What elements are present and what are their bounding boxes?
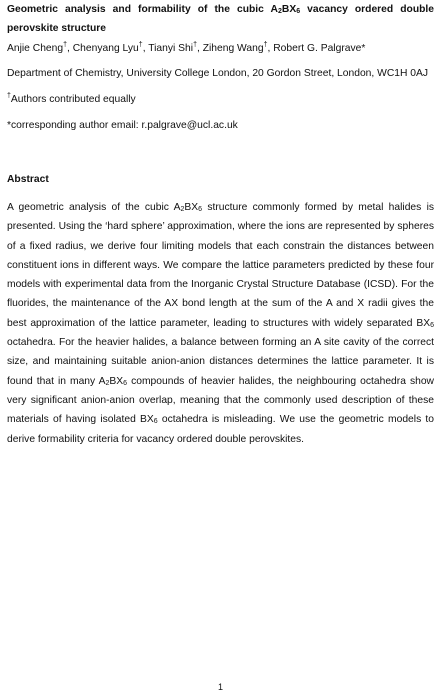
author-list: Anjie Cheng†, Chenyang Lyu†, Tianyi Shi†, Ziheng Wang†, Robert G. Palgrave* [7, 41, 366, 54]
abstract-body: A geometric analysis of the cubic $A_2BX_6$ structure commonly formed by metal halides is presented. Using the ‘hard sphere’ approximation, where the ions are represented by spheres of a fixed radius, we derive four limiting models that each constrain the distances between constituent ions in different ways. We compare the lattice parameters predicted by these four models with experimental data from the Inorganic Crystal Structure Database (ICSD). For the fluorides, the maintenance of the AX bond length at the sum of the A and X radii gives the best approximation of the lattice parameter, leading to structures with widely separated $BX_6$ octahedra. For the heavier halides, a balance between forming an A site cavity of the correct size, and maintaining suitable anion-anion distances determines the lattice parameter. It is found that in many $A_2BX_6$ compounds of heavier halides, the neighbouring octahedra show very significant anion-anion overlap, meaning that the commonly used description of these materials of having isolated $BX_6$ octahedra is misleading. We use the geometric models to derive formability criteria for vacancy ordered double perovskites. [7, 202, 435, 445]
abstract-heading: Abstract [7, 174, 49, 185]
affiliation: Department of Chemistry, University College London, 20 Gordon Street, London, WC1H 0AJ [7, 68, 429, 79]
corresponding-author: *corresponding author email: r.palgrave@ucl.ac.uk [7, 120, 238, 131]
title-line-2: perovskite structure [7, 23, 107, 34]
author-name: Chenyang Lyu [72, 43, 139, 54]
title-line-1: Geometric analysis and formability of the cubic $A_2BX_6$ vacancy ordered double [7, 4, 434, 15]
author-name: Robert G. Palgrave* [273, 43, 366, 54]
dagger-mark: † [7, 92, 11, 100]
dagger-mark: † [193, 41, 197, 49]
author-name: Tianyi Shi [148, 43, 194, 54]
equal-contribution-note: †Authors contributed equally [7, 92, 136, 105]
dagger-mark: † [138, 41, 143, 49]
author-name: Anjie Cheng [7, 43, 64, 54]
author-name: Ziheng Wang [202, 43, 264, 54]
dagger-mark: † [263, 41, 268, 49]
paper-title [7, 0, 434, 38]
dagger-mark: † [63, 41, 68, 49]
page-number: 1 [217, 682, 223, 692]
